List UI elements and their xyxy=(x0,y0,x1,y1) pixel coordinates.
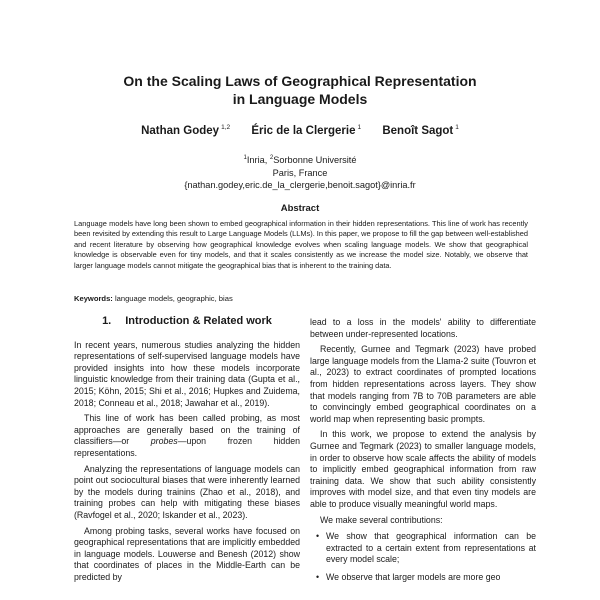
keywords xyxy=(74,294,528,304)
title-line-2: in Language Models xyxy=(232,91,368,107)
author-name: Benoît Sagot xyxy=(382,124,454,137)
author-affil-sup: 1 xyxy=(455,124,459,131)
left-column xyxy=(74,316,300,583)
paragraph xyxy=(74,413,300,459)
keywords-label: Keywords: xyxy=(74,294,113,303)
list-item: • We show that geographical information can be extracted to a certain extent from representations at every model scale; xyxy=(326,531,536,566)
contribution-list xyxy=(310,531,536,583)
paragraph-text: This line of work has been called probing, as most approaches are generally based on the training of classifiers—or xyxy=(74,413,300,447)
affil-institution: Sorbonne Université xyxy=(273,155,357,166)
paragraph: lead to a loss in the models' ability to differentiate between under-represented locations. xyxy=(310,317,536,339)
affil-sup: 2 xyxy=(269,155,274,161)
affiliation-line-2: Paris, France xyxy=(272,167,328,178)
affiliation-emails: {nathan.godey,eric.de_la_clergerie,benoit.sagot}@inria.fr xyxy=(184,180,416,191)
paragraph-emphasis: probes xyxy=(150,436,178,447)
abstract-text: Language models have long been shown to embed geographical information in their hidden representations. This line of work has recently been revisited by extending this result to Large Language Models (LLMs). In this paper, we propose to fill the gap between well-established and recent literature by observing how geographical knowledge evolves when scaling language models. We show that geographical knowledge is observable even for tiny models, and that it scales consistently as we increase the model size. Notably, we observe that larger language models cannot mitigate the geographical bias that is inherent to the training data. xyxy=(74,219,528,270)
author-affil-sup: 1,2 xyxy=(221,124,231,131)
paragraph-text: —upon frozen hidden representations. xyxy=(74,436,300,458)
keywords-text: language models, geographic, bias xyxy=(114,294,233,303)
paper-title xyxy=(60,72,540,108)
affiliation-line-1 xyxy=(60,152,540,167)
author-3 xyxy=(382,125,459,137)
paragraph: In recent years, numerous studies analyzing the hidden representations of self-supervised language models have provided insights into how these models incorporate linguistic knowledge from their training data (Gupta et al., 2015; Köhn, 2015; Shi et al., 2016; Hupkes and Zuidema, 2018; Conneau et al., 2018; Jawahar et al., 2019). xyxy=(74,339,300,408)
section-heading xyxy=(74,316,300,328)
paragraph: Among probing tasks, several works have focused on geographical representations that are implicitly embedded in language models. Louwerse and Benesh (2012) show that coordinates of places in the Middle-Earth can be predicted by xyxy=(74,525,300,582)
paragraph: Recently, Gurnee and Tegmark (2023) have probed large language models from the Llama-2 suite (Touvron et al., 2023) to extract coordinates of prompted locations from hidden representations across layers. They show that models ranging from 7B to 70B parameters are able to convincingly embed geographical coordinates on a world map when representing basic prompts. xyxy=(310,344,536,424)
affil-institution: Inria, xyxy=(246,155,270,166)
section-number: 1. xyxy=(102,315,112,327)
author-name: Éric de la Clergerie xyxy=(251,124,356,137)
affil-sup: 1 xyxy=(243,155,247,161)
author-affil-sup: 1 xyxy=(357,124,362,131)
author-name: Nathan Godey xyxy=(141,124,220,137)
paragraph: Analyzing the representations of language models can point out sociocultural biases that were inherently learned by the models during trainins (Zhao et al., 2018), and training probes can help with mitigating these biases (Ravfogel et al., 2020; Iskander et al., 2023). xyxy=(74,463,300,520)
author-list xyxy=(60,124,540,137)
author-2 xyxy=(251,125,361,137)
title-line-1: On the Scaling Laws of Geographical Representation xyxy=(123,73,477,89)
paragraph: In this work, we propose to extend the analysis by Gurnee and Tegmark (2023) to smaller language models, in order to observe how scale affects the ability of models to implicitly embed geographical information from raw training data. We show that such ability consistently improves with model size, and that even tiny models are able to produce visually meaningful world maps. xyxy=(310,429,536,509)
author-1 xyxy=(141,125,230,137)
paragraph: We make several contributions: xyxy=(320,514,443,525)
section-title: Introduction & Related work xyxy=(125,315,272,327)
list-item: • We observe that larger models are more geo xyxy=(326,572,536,584)
right-column xyxy=(310,317,536,583)
abstract-heading: Abstract xyxy=(280,203,320,214)
affiliations xyxy=(60,152,540,192)
